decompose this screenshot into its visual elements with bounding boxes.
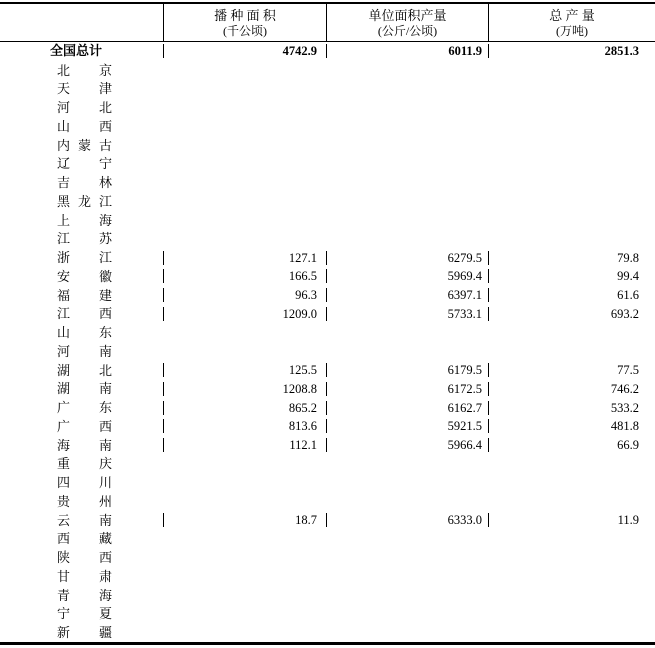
cell-total-output: 481.8 [488,419,655,433]
table-header-row [0,4,655,42]
table-row [0,136,655,155]
table-row [0,380,655,399]
table-row [0,473,655,492]
cell-total-output: 746.2 [488,382,655,396]
cell-yield-per-unit: 5733.1 [326,307,488,321]
province-name: 新 疆 [57,625,112,641]
province-name: 广 东 [57,400,112,416]
province-name: 黑 龙 江 [57,193,112,209]
table-row [0,80,655,99]
table-row [0,361,655,380]
cell-total-output: 77.5 [488,363,655,377]
province-name: 上 海 [57,212,112,228]
row-label [0,213,163,228]
cell-sown-area: 96.3 [163,288,326,302]
row-label [0,231,163,246]
cell-total-output: 533.2 [488,401,655,415]
cell-sown-area: 1209.0 [163,307,326,321]
table-row [0,98,655,117]
row-label [0,288,163,303]
province-name: 青 海 [57,587,112,603]
header-total-output-unit: (万吨) [556,23,588,38]
row-label [0,81,163,96]
table-row [0,117,655,136]
row-label [0,438,163,453]
cell-sown-area: 127.1 [163,251,326,265]
row-label [0,156,163,171]
row-label [0,194,163,209]
table-row [0,173,655,192]
header-sown-area-title: 播 种 面 积 [214,7,276,23]
row-label [0,475,163,490]
table-row [0,417,655,436]
cell-yield-per-unit: 5921.5 [326,419,488,433]
cell-yield-per-unit: 6279.5 [326,251,488,265]
table-row [0,492,655,511]
cell-sown-area: 1208.8 [163,382,326,396]
cell-yield-per-unit: 6397.1 [326,288,488,302]
cell-yield-per-unit: 6179.5 [326,363,488,377]
table-row [0,286,655,305]
row-label [0,119,163,134]
province-name: 内 蒙 古 [57,137,112,153]
table-row [0,305,655,324]
table-row [0,398,655,417]
row-label [0,138,163,153]
province-name: 吉 林 [57,175,112,191]
province-name: 安 徽 [57,268,112,284]
row-label [0,63,163,78]
table-row [0,192,655,211]
row-label [0,44,163,58]
header-sown-area [163,4,326,41]
province-name: 山 东 [57,325,112,341]
province-name: 河 北 [57,100,112,116]
table-row [0,511,655,530]
cell-total-output: 99.4 [488,269,655,283]
province-name: 江 西 [57,306,112,322]
cell-total-output: 66.9 [488,438,655,452]
table-row [0,61,655,80]
province-name: 江 苏 [57,231,112,247]
province-name: 湖 北 [57,362,112,378]
province-name: 福 建 [57,287,112,303]
cell-yield-per-unit: 6011.9 [326,44,488,58]
province-name: 北 京 [57,62,112,78]
row-label [0,381,163,396]
cell-sown-area: 4742.9 [163,44,326,58]
cell-total-output: 693.2 [488,307,655,321]
table-row [0,530,655,549]
header-row-label-column [0,4,163,41]
row-label [0,344,163,359]
row-label [0,606,163,621]
header-yield-title: 单位面积产量 [368,7,447,23]
row-label [0,306,163,321]
province-name: 四 川 [57,475,112,491]
row-label [0,456,163,471]
table-row [0,605,655,624]
row-label [0,325,163,340]
row-label [0,588,163,603]
row-label [0,569,163,584]
province-name: 辽 宁 [57,156,112,172]
cell-sown-area: 166.5 [163,269,326,283]
national-total-label: 全国总计 [50,43,103,59]
row-label [0,625,163,640]
row-label [0,419,163,434]
table-row [0,230,655,249]
row-label [0,269,163,284]
cell-total-output: 79.8 [488,251,655,265]
table-row [0,455,655,474]
table-row [0,267,655,286]
cell-total-output: 11.9 [488,513,655,527]
header-total-output-title: 总 产 量 [549,7,595,23]
province-name: 宁 夏 [57,606,112,622]
row-label [0,513,163,528]
header-yield-unit: (公斤/公顷) [377,23,438,38]
cell-sown-area: 865.2 [163,401,326,415]
province-name: 天 津 [57,81,112,97]
row-label [0,400,163,415]
province-name: 陕 西 [57,550,112,566]
header-yield-per-unit [326,4,488,41]
province-name: 河 南 [57,343,112,359]
row-label [0,175,163,190]
table-row [0,323,655,342]
table-body [0,42,655,642]
province-name: 浙 江 [57,250,112,266]
table-row [0,567,655,586]
cell-yield-per-unit: 6172.5 [326,382,488,396]
table-row [0,436,655,455]
province-name: 重 庆 [57,456,112,472]
row-label [0,550,163,565]
header-total-output [488,4,655,41]
cell-sown-area: 125.5 [163,363,326,377]
cell-sown-area: 18.7 [163,513,326,527]
cell-yield-per-unit: 6162.7 [326,401,488,415]
table-row [0,623,655,642]
province-name: 山 西 [57,118,112,134]
cell-yield-per-unit: 5969.4 [326,269,488,283]
province-name: 云 南 [57,512,112,528]
cell-yield-per-unit: 6333.0 [326,513,488,527]
table-row [0,548,655,567]
cell-yield-per-unit: 5966.4 [326,438,488,452]
province-name: 西 藏 [57,531,112,547]
table-row [0,42,655,61]
header-sown-area-unit: (千公顷) [223,23,267,38]
cell-sown-area: 112.1 [163,438,326,452]
table-row [0,248,655,267]
row-label [0,363,163,378]
table-row [0,586,655,605]
table-row [0,155,655,174]
table-row [0,211,655,230]
row-label [0,494,163,509]
province-name: 贵 州 [57,493,112,509]
province-name: 海 南 [57,437,112,453]
cell-total-output: 61.6 [488,288,655,302]
province-name: 湖 南 [57,381,112,397]
statistics-table [0,2,655,645]
row-label [0,531,163,546]
row-label [0,250,163,265]
table-row [0,342,655,361]
cell-sown-area: 813.6 [163,419,326,433]
row-label [0,100,163,115]
cell-total-output: 2851.3 [488,44,655,58]
province-name: 甘 肃 [57,568,112,584]
province-name: 广 西 [57,418,112,434]
